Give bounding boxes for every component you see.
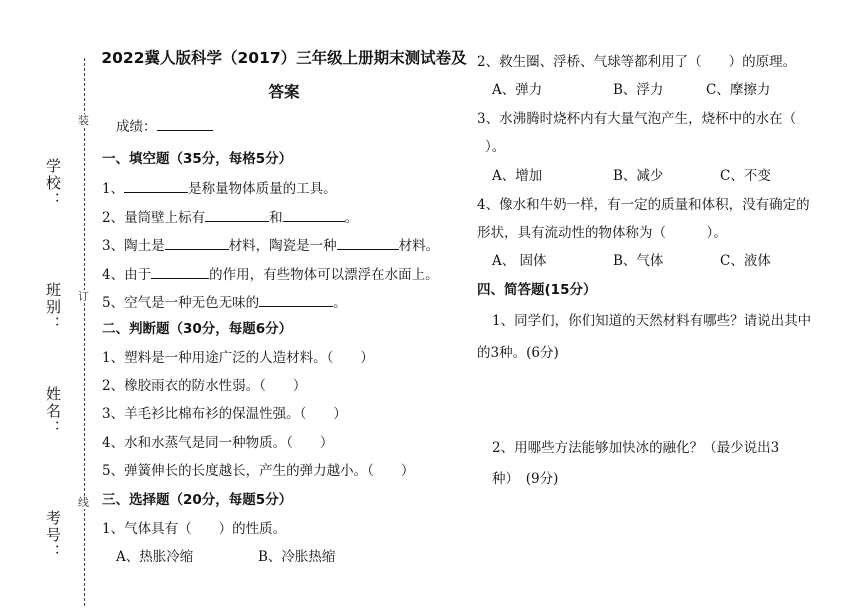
exam-title-line2: 答案 xyxy=(268,83,300,101)
section1-heading: 一、填空题（35分，每格5分） xyxy=(102,151,293,167)
score-row xyxy=(116,116,213,136)
fill-q1-text: 是称量物体质量的工具。 xyxy=(188,181,337,197)
fill-q2-blank-1[interactable] xyxy=(205,207,269,222)
fill-q3-mid: 材料，陶瓷是一种 xyxy=(228,238,337,254)
binding-dashed-line xyxy=(84,58,85,606)
fill-q2-blank-2[interactable] xyxy=(283,207,345,222)
choice-question-3-stem-1: 3、水沸腾时烧杯内有大量气泡产生，烧杯中的水在（ xyxy=(477,111,797,127)
score-label: 成绩： xyxy=(116,119,157,135)
fill-question-1 xyxy=(102,178,337,198)
fill-question-5 xyxy=(102,292,347,312)
short-answer-1-line2: 的3种。(6分) xyxy=(477,345,559,361)
fill-q4-blank[interactable] xyxy=(151,264,209,279)
choice-question-3-stem-2: ）。 xyxy=(485,139,506,155)
fill-q4-prefix: 4、由于 xyxy=(102,267,152,283)
choice-question-1-stem: 1、气体具有（ ）的性质。 xyxy=(102,521,287,537)
fill-q5-blank[interactable] xyxy=(259,292,333,307)
exam-number-label-text: 考号： xyxy=(44,510,62,561)
choice-q1-option-a[interactable]: A、热胀冷缩 xyxy=(116,549,194,565)
binding-mark-ding: 订 xyxy=(78,290,89,303)
fill-question-3 xyxy=(102,235,439,255)
exam-title-line1: 2022冀人版科学（2017）三年级上册期末测试卷及 xyxy=(101,49,467,67)
choice-q4-option-a[interactable]: A、 固体 xyxy=(492,253,547,269)
binding-mark-xian: 线 xyxy=(78,496,89,509)
fill-q1-prefix: 1、 xyxy=(102,181,125,197)
fill-q1-blank[interactable] xyxy=(124,178,188,193)
short-answer-1-line1: 1、同学们，你们知道的天然材料有哪些？请说出其中 xyxy=(492,313,812,329)
section3-heading: 三、选择题（20分，每题5分） xyxy=(102,492,293,508)
judge-question-3: 3、羊毛衫比棉布衫的保温性强。（ ） xyxy=(102,406,347,422)
choice-q3-option-a[interactable]: A、增加 xyxy=(492,168,543,184)
fill-q3-blank-2[interactable] xyxy=(337,235,399,250)
judge-question-5: 5、弹簧伸长的长度越长，产生的弹力越小。（ ） xyxy=(102,463,415,479)
choice-q1-option-b[interactable]: B、冷胀热缩 xyxy=(258,549,336,565)
school-label-text: 学校： xyxy=(44,158,62,209)
fill-q3-prefix: 3、陶土是 xyxy=(102,238,165,254)
choice-q2-option-a[interactable]: A、弹力 xyxy=(492,82,543,98)
exam-number-label xyxy=(44,510,66,561)
choice-q2-option-c[interactable]: C、摩擦力 xyxy=(706,82,771,98)
class-label xyxy=(44,282,66,333)
fill-q2-mid: 和 xyxy=(269,210,283,226)
fill-q3-blank-1[interactable] xyxy=(165,235,229,250)
fill-question-4 xyxy=(102,264,439,284)
choice-q2-option-b[interactable]: B、浮力 xyxy=(613,82,664,98)
fill-q4-text: 的作用，有些物体可以漂浮在水面上。 xyxy=(209,267,439,283)
name-label xyxy=(44,386,66,437)
judge-question-1: 1、塑料是一种用途广泛的人造材料。（ ） xyxy=(102,350,374,366)
fill-q2-end: 。 xyxy=(344,210,359,226)
choice-q3-option-c[interactable]: C、不变 xyxy=(720,168,771,184)
section2-heading: 二、判断题（30分，每题6分） xyxy=(102,321,293,337)
short-answer-2-line2: 种） (9分) xyxy=(492,471,559,487)
judge-question-2: 2、橡胶雨衣的防水性弱。（ ） xyxy=(102,378,307,394)
name-label-text: 姓名： xyxy=(44,386,62,437)
choice-question-4-stem-1: 4、像水和牛奶一样，有一定的质量和体积，没有确定的 xyxy=(477,197,810,213)
school-label xyxy=(44,158,66,209)
fill-question-2 xyxy=(102,207,358,227)
section4-heading: 四、简答题(15分） xyxy=(477,282,597,298)
fill-q3-end: 材料。 xyxy=(398,238,440,254)
choice-question-2-stem: 2、救生圈、浮桥、气球等都利用了（ ）的原理。 xyxy=(477,54,797,70)
judge-question-4: 4、水和水蒸气是同一种物质。（ ） xyxy=(102,435,334,451)
class-label-text: 班别： xyxy=(44,282,62,333)
choice-question-4-stem-2: 形状，具有流动性的物体称为（ ）。 xyxy=(477,225,727,241)
fill-q5-end: 。 xyxy=(333,295,347,311)
choice-q3-option-b[interactable]: B、减少 xyxy=(613,168,664,184)
short-answer-2-line1: 2、用哪些方法能够加快冰的融化？（最少说出3 xyxy=(492,440,780,456)
choice-q4-option-c[interactable]: C、液体 xyxy=(720,253,771,269)
fill-q5-prefix: 5、空气是一种无色无味的 xyxy=(102,295,260,311)
score-blank[interactable] xyxy=(157,116,213,131)
binding-mark-zhuang: 装 xyxy=(78,114,89,127)
fill-q2-prefix: 2、量筒壁上标有 xyxy=(102,210,206,226)
choice-q4-option-b[interactable]: B、气体 xyxy=(613,253,664,269)
